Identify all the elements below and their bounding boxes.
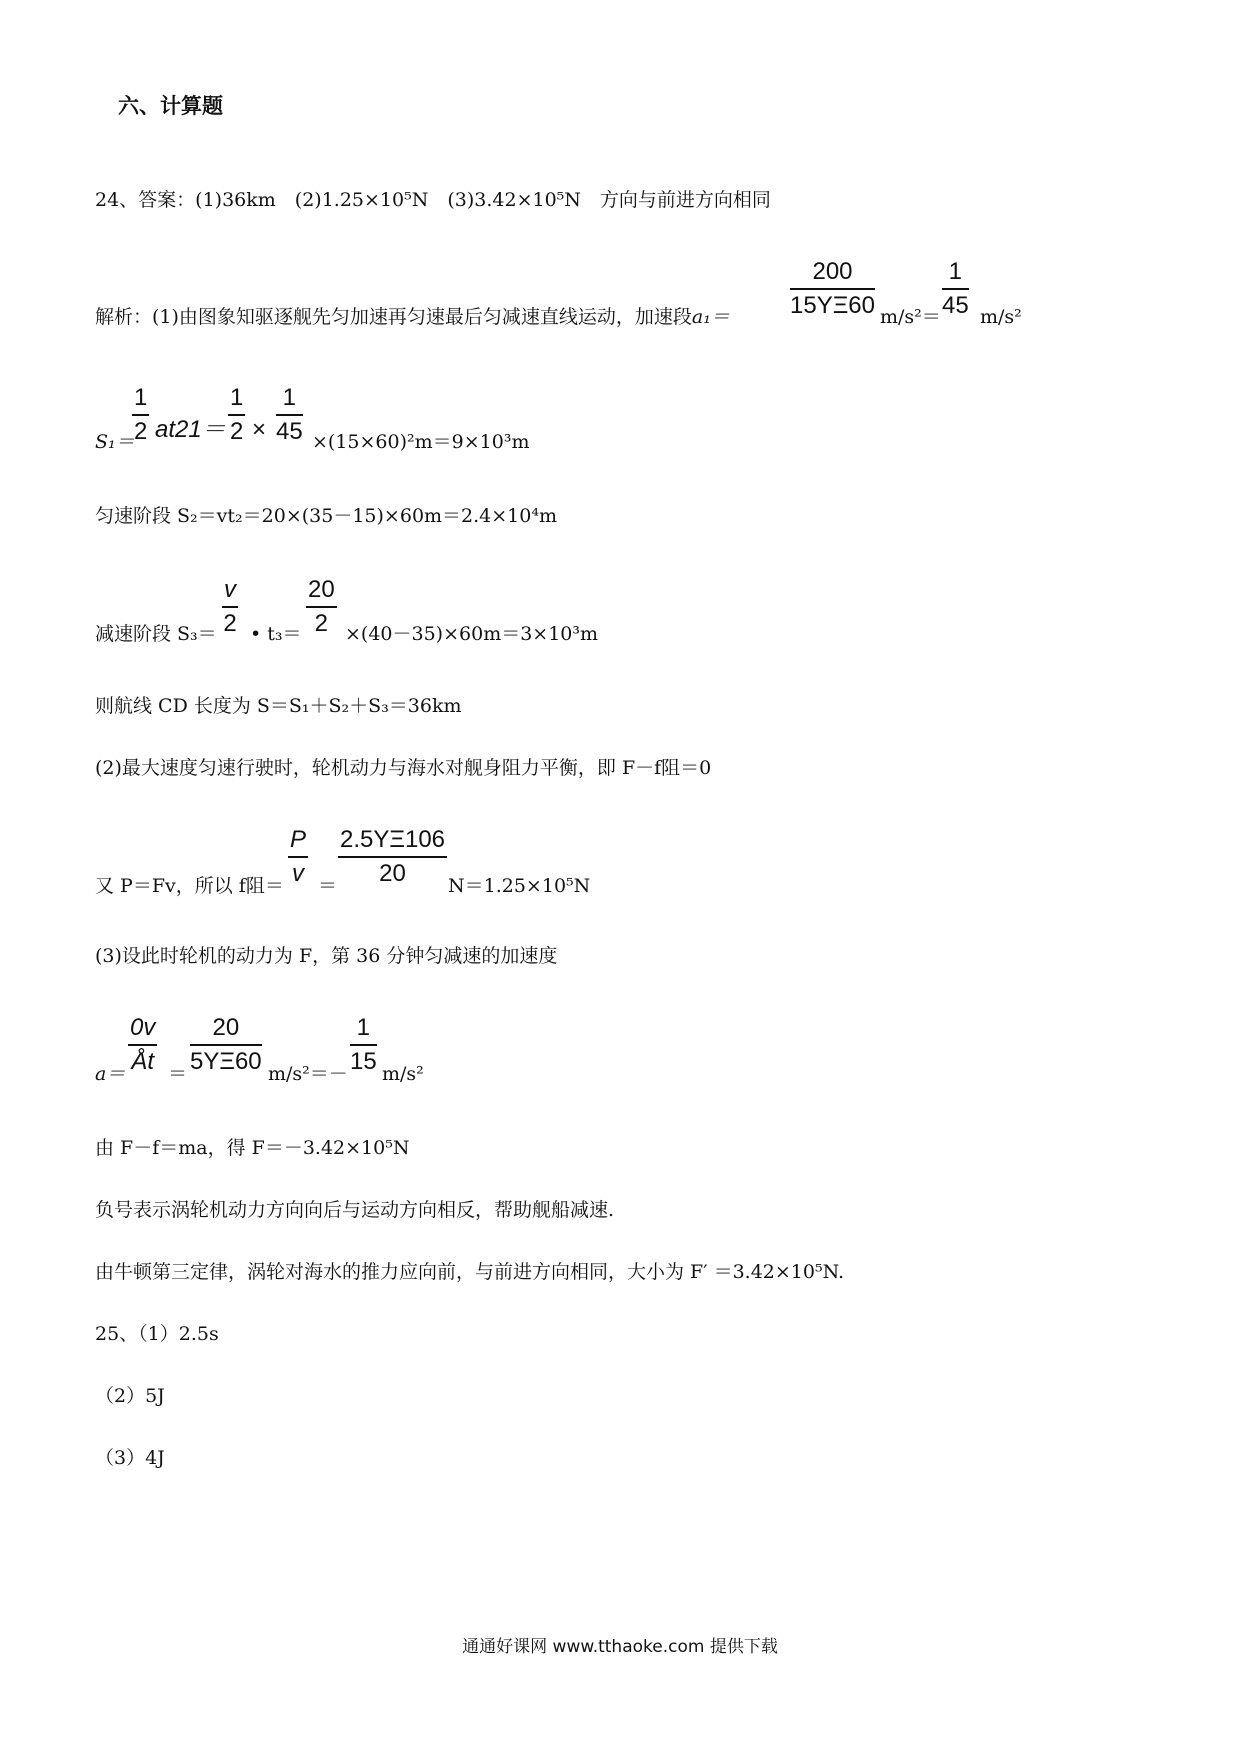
decel-prefix: 减速阶段 S₃＝ [95,623,217,645]
part2-line: (2)最大速度匀速行驶时，轮机动力与海水对舰身阻力平衡，即 F－f阻＝0 [95,757,712,779]
fraction-numerator: 0v [128,1014,157,1046]
s1-label: S₁＝ [95,431,135,453]
a-eq: ＝ [168,1063,188,1085]
decel-mid: • t₃＝ [250,623,302,645]
fraction-numerator: 1 [228,384,245,416]
fraction-20-over-2 [306,576,337,638]
unit-ms2: m/s² [980,306,1022,328]
part3-line: (3)设此时轮机的动力为 F，第 36 分钟匀减速的加速度 [95,945,558,967]
fraction-denominator: 2 [134,418,148,445]
fraction-20-over-5x60 [190,1014,262,1076]
a1-label: a₁＝ [691,306,730,328]
a-mid: m/s²＝－ [268,1063,348,1085]
fraction-1-over-45-b [276,384,303,446]
fraction-numerator: v [222,576,238,608]
section-title: 六、计算题 [118,94,223,118]
times-sign: × [252,416,267,443]
power-eq: ＝ [318,875,338,897]
fraction-1-over-15 [350,1014,377,1076]
fraction-numerator: 1 [276,384,303,416]
fraction-one-half [132,384,149,446]
q24-answer: 24、答案：(1)36km (2)1.25×10⁵N (3)3.42×10⁵N 方向与前进方向相同 [95,189,771,211]
analysis-prefix: 解析：(1)由图象知驱逐舰先匀加速再匀速最后匀减速直线运动，加速段 [95,306,692,328]
q25-line2: （2）5J [95,1385,165,1407]
s1-tail: ×(15×60)²m＝9×10³m [312,431,530,453]
at-text: at21＝ [155,416,226,443]
force-line: 由 F－f＝ma，得 F＝－3.42×10⁵N [95,1137,410,1159]
fraction-denominator: 5ΥΞ60 [190,1048,262,1075]
q25-line3: （3）4J [95,1447,165,1469]
power-tail: N＝1.25×10⁵N [448,875,591,897]
analysis-line [95,305,730,329]
newton-line: 由牛顿第三定律，涡轮对海水的推力应向前，与前进方向相同，大小为 F′ ＝3.42×10⁵N. [95,1261,845,1283]
fraction-denominator: 45 [942,292,969,319]
unit-ms2-eq: m/s²＝ [880,306,941,328]
a-prefix: a＝ [95,1063,126,1085]
uniform-phase-line: 匀速阶段 S₂＝vt₂＝20×(35－15)×60m＝2.4×10⁴m [95,505,557,527]
fraction-denominator: 2 [223,610,237,637]
fraction-numerator: 20 [190,1014,262,1046]
fraction-p-over-v [288,826,308,888]
sign-line: 负号表示涡轮机动力方向向后与运动方向相反，帮助舰船减速. [95,1199,615,1221]
fraction-numerator: 1 [132,384,149,416]
fraction-200-over [790,258,875,320]
fraction-denominator: 20 [379,860,406,887]
fraction-numerator: 1 [942,258,969,290]
fraction-0v-over-dt [128,1014,157,1076]
fraction-denominator: 2 [314,610,329,637]
decel-tail: ×(40－35)×60m＝3×10³m [345,623,599,645]
fraction-numerator: 1 [350,1014,377,1046]
a-unit: m/s² [382,1063,424,1085]
fraction-denominator: 45 [276,418,303,445]
at-term [155,416,226,444]
route-length-line: 则航线 CD 长度为 S＝S₁＋S₂＋S₃＝36km [95,695,462,717]
q25-line1: 25、（1）2.5s [95,1323,219,1345]
fraction-denominator: 15ΥΞ60 [790,292,875,319]
fraction-denominator: v [292,860,304,887]
fraction-1-over-45 [942,258,969,320]
fraction-numerator: P [288,826,308,858]
page-footer: 通通好课网 www.tthaoke.com 提供下载 [462,1637,778,1657]
fraction-v-over-2 [222,576,238,638]
fraction-2.5e6-over-20 [338,826,447,888]
fraction-numerator: 200 [790,258,875,290]
fraction-numerator: 2.5ΥΞ106 [338,826,447,858]
fraction-denominator: 2 [230,418,244,445]
power-prefix: 又 P＝Fv，所以 f阻＝ [95,875,284,897]
fraction-denominator: 15 [350,1048,377,1075]
fraction-denominator: Åt [131,1048,155,1075]
fraction-numerator: 20 [306,576,337,608]
fraction-one-half-2 [228,384,245,446]
